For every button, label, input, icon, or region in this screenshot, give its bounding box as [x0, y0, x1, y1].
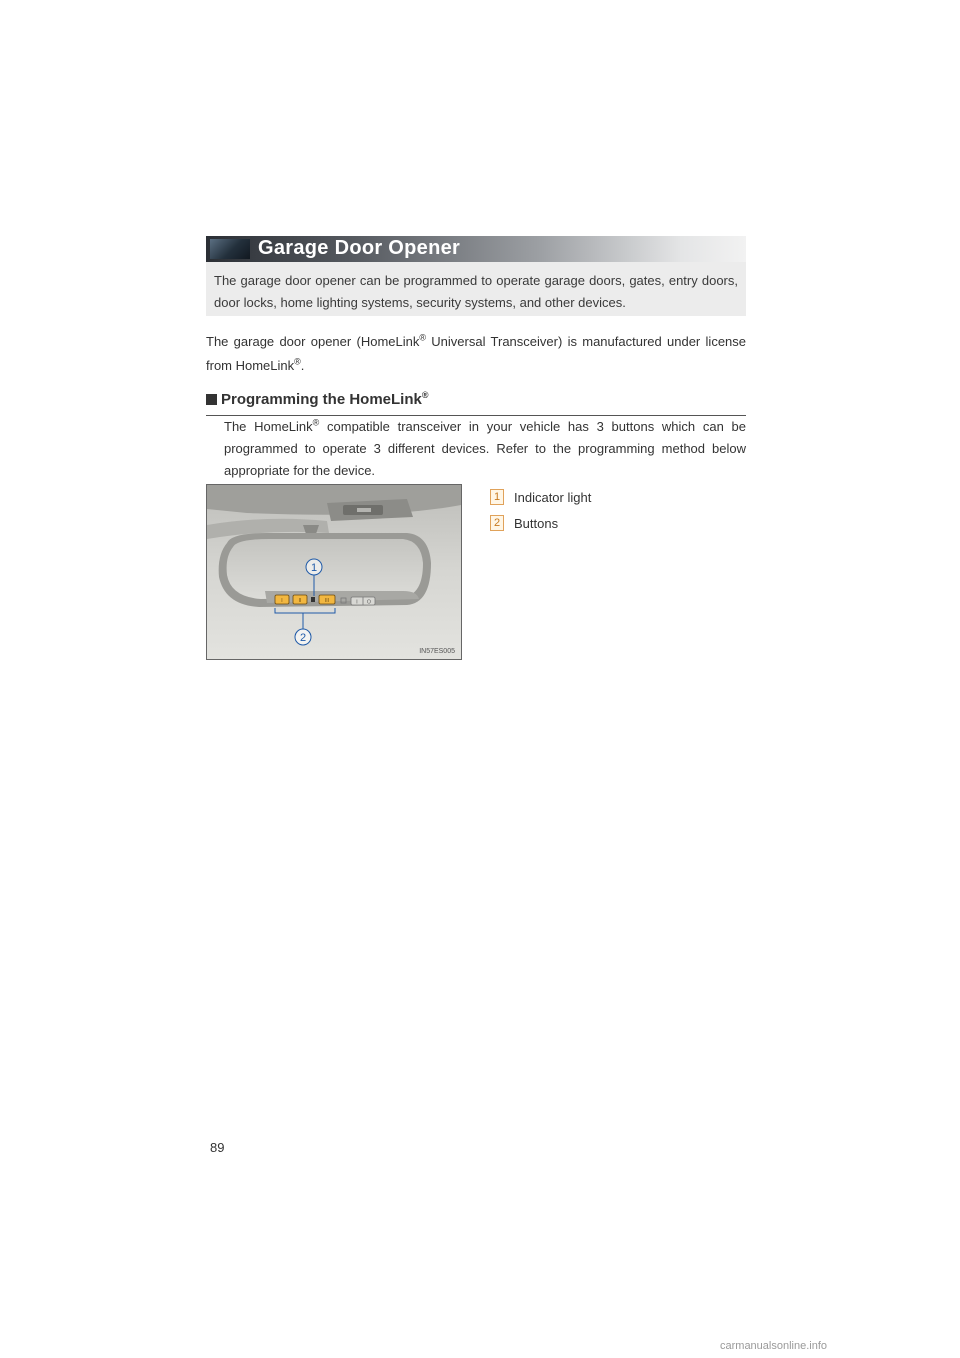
paragraph-text: The garage door opener (HomeLink: [206, 334, 420, 349]
page-number: 89: [210, 1140, 225, 1155]
watermark-text: carmanualsonline.info: [720, 1340, 828, 1352]
section-heading: [206, 391, 746, 416]
paragraph-text: compatible transceiver in your vehicle has 3 buttons which can be programmed to operate 3 different devices. Refer to the programming method below appropriate for the device.: [224, 419, 746, 478]
section-paragraph: [224, 416, 746, 482]
svg-text:O: O: [367, 599, 371, 606]
svg-text:I: I: [281, 598, 283, 604]
intro-text: The garage door opener can be programmed to operate garage doors, gates, entry doors, door locks, home lighting systems, security systems, and other devices.: [214, 273, 738, 310]
legend-label: Buttons: [514, 516, 559, 531]
registered-mark: ®: [312, 417, 320, 428]
body-paragraph: [206, 330, 746, 378]
svg-text:I: I: [356, 599, 358, 606]
legend-item-buttons: [490, 514, 690, 534]
legend-item-indicator-light: [490, 488, 690, 508]
registered-mark: ®: [419, 332, 427, 343]
paragraph-text: Universal Transceiver) is manufactured under license from HomeLink: [206, 334, 747, 373]
section-header-bar: [206, 236, 746, 262]
callout-2-label: 2: [299, 632, 307, 644]
legend-label: Indicator light: [514, 490, 592, 505]
page-title: Garage Door Opener: [258, 237, 461, 259]
svg-text:II: II: [298, 598, 302, 604]
registered-mark: ®: [294, 356, 301, 367]
callout-1-label: 1: [310, 562, 318, 574]
mirror-illustration: [206, 484, 462, 660]
square-bullet-icon: [206, 394, 217, 405]
intro-summary-box: [206, 262, 746, 316]
callout-number-badge: 1: [490, 489, 504, 505]
svg-text:III: III: [324, 598, 330, 604]
figure-code: IN57ES005: [419, 648, 455, 655]
section-title: Programming the HomeLink: [221, 391, 422, 408]
header-decoration: [210, 239, 250, 259]
paragraph-text: The HomeLink: [224, 419, 313, 434]
paragraph-text: .: [300, 358, 305, 373]
callout-number-badge: 2: [490, 515, 504, 531]
mirror-drawing: [207, 485, 461, 659]
registered-mark: ®: [421, 390, 429, 400]
